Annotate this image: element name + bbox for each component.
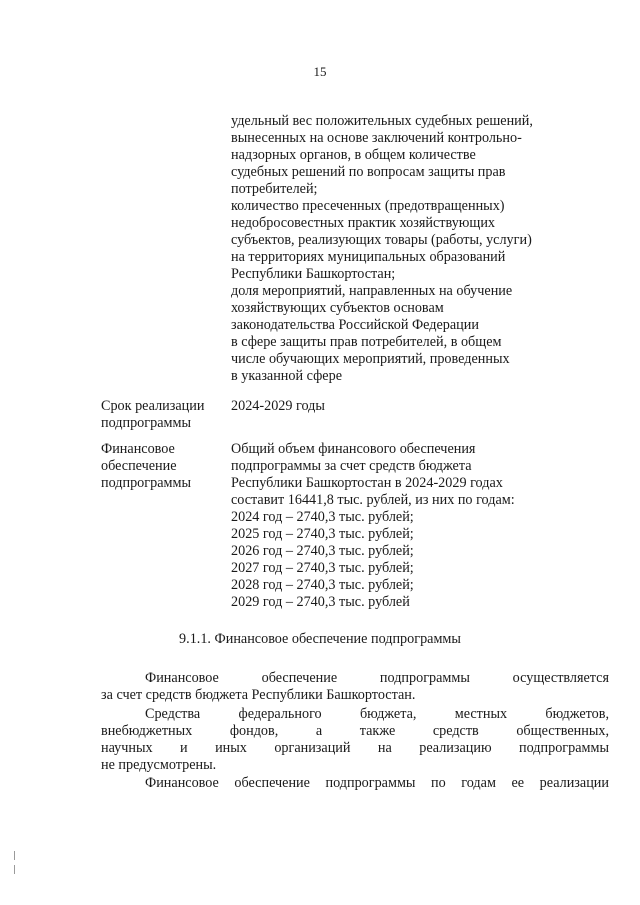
indicator-line: на территориях муниципальных образований: [231, 249, 506, 265]
term-value: 2024-2029 годы: [231, 398, 325, 414]
indicator-line: в указанной сфере: [231, 368, 342, 384]
paragraph-line: научных и иных организаций на реализацию подпрограммы: [101, 740, 609, 756]
indicator-line: законодательства Российской Федерации: [231, 317, 479, 333]
financing-year-line: 2028 год – 2740,3 тыс. рублей;: [231, 577, 414, 593]
indicator-line: в сфере защиты прав потребителей, в общем: [231, 334, 502, 350]
scan-mark: [14, 851, 15, 860]
financing-year-line: 2029 год – 2740,3 тыс. рублей: [231, 594, 410, 610]
financing-label: Финансовое: [101, 441, 175, 457]
term-label: подпрограммы: [101, 415, 191, 431]
indicator-line: надзорных органов, в общем количестве: [231, 147, 476, 163]
indicator-line: удельный вес положительных судебных решений,: [231, 113, 533, 129]
indicator-line: Республики Башкортостан;: [231, 266, 396, 282]
financing-line: составит 16441,8 тыс. рублей, из них по годам:: [231, 492, 515, 508]
indicator-line: количество пресеченных (предотвращенных): [231, 198, 505, 214]
financing-line: Общий объем финансового обеспечения: [231, 441, 476, 457]
financing-year-line: 2024 год – 2740,3 тыс. рублей;: [231, 509, 414, 525]
scan-mark: [14, 865, 15, 874]
indicator-line: доля мероприятий, направленных на обучение: [231, 283, 513, 299]
financing-year-line: 2027 год – 2740,3 тыс. рублей;: [231, 560, 414, 576]
indicator-line: числе обучающих мероприятий, проведенных: [231, 351, 510, 367]
financing-label: обеспечение: [101, 458, 177, 474]
indicator-line: субъектов, реализующих товары (работы, услуги): [231, 232, 532, 248]
paragraph-first-line: Средства федерального бюджета, местных бюджетов,: [145, 706, 609, 722]
paragraph-first-line: Финансовое обеспечение подпрограммы по годам ее реализации: [145, 775, 609, 791]
financing-line: подпрограммы за счет средств бюджета: [231, 458, 472, 474]
section-heading: 9.1.1. Финансовое обеспечение подпрограммы: [179, 631, 461, 647]
financing-label: подпрограммы: [101, 475, 191, 491]
financing-year-line: 2025 год – 2740,3 тыс. рублей;: [231, 526, 414, 542]
indicator-line: судебных решений по вопросам защиты прав: [231, 164, 506, 180]
indicator-line: недобросовестных практик хозяйствующих: [231, 215, 495, 231]
indicator-line: вынесенных на основе заключений контрольно-: [231, 130, 522, 146]
paragraph-line: за счет средств бюджета Республики Башкортостан.: [101, 687, 416, 703]
page-number: 15: [313, 64, 327, 79]
paragraph-line: не предусмотрены.: [101, 757, 217, 773]
paragraph-line: внебюджетных фондов, а также средств общественных,: [101, 723, 609, 739]
term-label: Срок реализации: [101, 398, 205, 414]
paragraph-first-line: Финансовое обеспечение подпрограммы осуществляется: [145, 670, 609, 686]
indicator-line: хозяйствующих субъектов основам: [231, 300, 444, 316]
financing-line: Республики Башкортостан в 2024-2029 годах: [231, 475, 503, 491]
financing-year-line: 2026 год – 2740,3 тыс. рублей;: [231, 543, 414, 559]
indicator-line: потребителей;: [231, 181, 318, 197]
